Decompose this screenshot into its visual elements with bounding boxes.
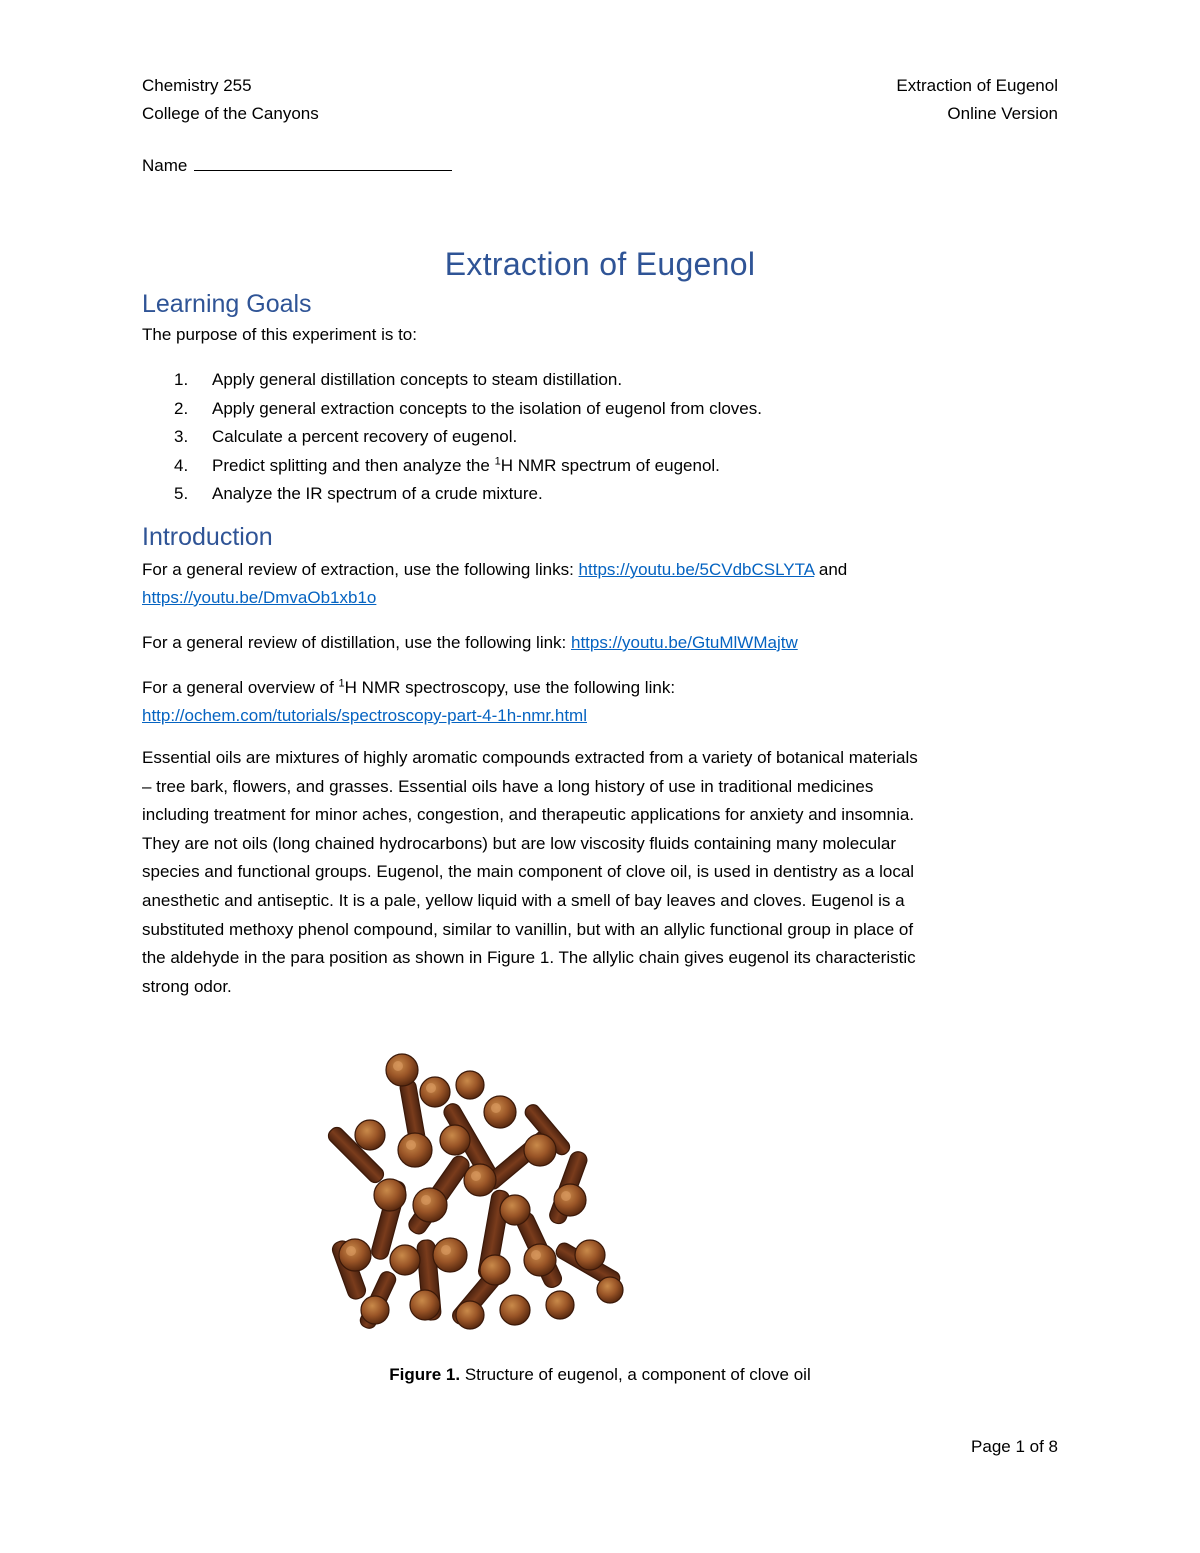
- header-college: College of the Canyons: [142, 104, 319, 123]
- paragraph-line: species and functional groups. Eugenol, the main component of clove oil, is used in dentistry as a local: [142, 862, 915, 882]
- list-item-text-post: H NMR spectrum of eugenol.: [500, 455, 720, 475]
- learning-goals-list: [142, 366, 762, 509]
- superscript-one: 1: [494, 454, 501, 467]
- list-item-text-pre: Predict splitting and then analyze the: [212, 455, 495, 475]
- essential-oils-paragraph: [142, 744, 1062, 1001]
- list-item-number: 3.: [174, 427, 189, 446]
- list-item: [142, 395, 762, 424]
- page-number: Page 1 of 8: [971, 1437, 1058, 1456]
- extraction-review-text: For a general review of extraction, use the following links:: [142, 560, 579, 579]
- learning-goals-heading: Learning Goals: [142, 290, 312, 318]
- figure-caption-text: Structure of eugenol, a component of clove oil: [460, 1365, 811, 1384]
- list-item: [142, 423, 762, 452]
- header-version: Online Version: [947, 104, 1058, 123]
- nmr-overview-text-post: H NMR spectroscopy, use the following link:: [344, 678, 676, 697]
- distillation-review-text: For a general review of distillation, use the following link:: [142, 633, 571, 652]
- list-item-text: Analyze the IR spectrum of a crude mixture.: [212, 484, 543, 503]
- extraction-link-2[interactable]: https://youtu.be/DmvaOb1xb1o: [142, 588, 377, 607]
- list-item-number: 5.: [174, 484, 189, 503]
- learning-goals-intro: The purpose of this experiment is to:: [142, 325, 417, 344]
- list-item-text: Calculate a percent recovery of eugenol.: [212, 427, 518, 446]
- document-title: Extraction of Eugenol: [444, 246, 756, 282]
- name-label: Name: [142, 156, 188, 175]
- paragraph-line: Essential oils are mixtures of highly aromatic compounds extracted from a variety of botanical materials: [142, 748, 918, 767]
- list-item-text: Apply general extraction concepts to the isolation of eugenol from cloves.: [212, 398, 762, 418]
- list-item-text: Apply general distillation concepts to steam distillation.: [212, 370, 623, 389]
- paragraph-line: substituted methoxy phenol compound, similar to vanillin, but with an allylic functional group in place of: [142, 919, 914, 939]
- header-course: Chemistry 255: [142, 76, 252, 95]
- list-item-number: 2.: [174, 398, 189, 418]
- nmr-overview-paragraph: [142, 674, 1062, 730]
- paragraph-line: They are not oils (long chained hydrocarbons) but are low viscosity fluids containing many molecular: [142, 833, 897, 853]
- cloves-photo: [310, 1040, 656, 1344]
- header-left: [142, 72, 319, 128]
- extraction-and-text: and: [814, 560, 848, 579]
- list-item: [142, 480, 762, 509]
- name-blank-line[interactable]: [194, 152, 452, 171]
- nmr-overview-text-pre: For a general overview of: [142, 678, 339, 697]
- extraction-link-1[interactable]: https://youtu.be/5CVdbCSLYTA: [578, 560, 815, 579]
- paragraph-line: anesthetic and antiseptic. It is a pale, yellow liquid with a smell of bay leaves and cloves. Eugenol is a: [142, 890, 905, 910]
- extraction-review-paragraph: [142, 556, 1062, 612]
- nmr-link[interactable]: http://ochem.com/tutorials/spectroscopy-part-4-1h-nmr.html: [142, 706, 587, 725]
- paragraph-line: the aldehyde in the para position as shown in Figure 1. The allylic chain gives eugenol its characteristic: [142, 948, 916, 968]
- figure-label: Figure 1.: [389, 1365, 461, 1384]
- figure-caption: [0, 1361, 1200, 1389]
- distillation-link[interactable]: https://youtu.be/GtuMlWMajtw: [571, 633, 798, 652]
- distillation-review-paragraph: [142, 629, 1062, 657]
- name-field: [142, 152, 452, 179]
- paragraph-line: – tree bark, flowers, and grasses. Essential oils have a long history of use in traditional medicines: [142, 776, 874, 796]
- list-item: [142, 452, 762, 481]
- list-item-number: 1.: [174, 370, 189, 389]
- list-item: [142, 366, 762, 395]
- introduction-heading: Introduction: [142, 523, 273, 551]
- header-topic: Extraction of Eugenol: [896, 76, 1058, 95]
- paragraph-line: strong odor.: [142, 976, 232, 996]
- paragraph-line: including treatment for minor aches, congestion, and therapeutic applications for anxiety and insomnia.: [142, 805, 915, 825]
- list-item-number: 4.: [174, 455, 189, 475]
- header-right: [896, 72, 1058, 128]
- superscript-one: 1: [338, 677, 345, 690]
